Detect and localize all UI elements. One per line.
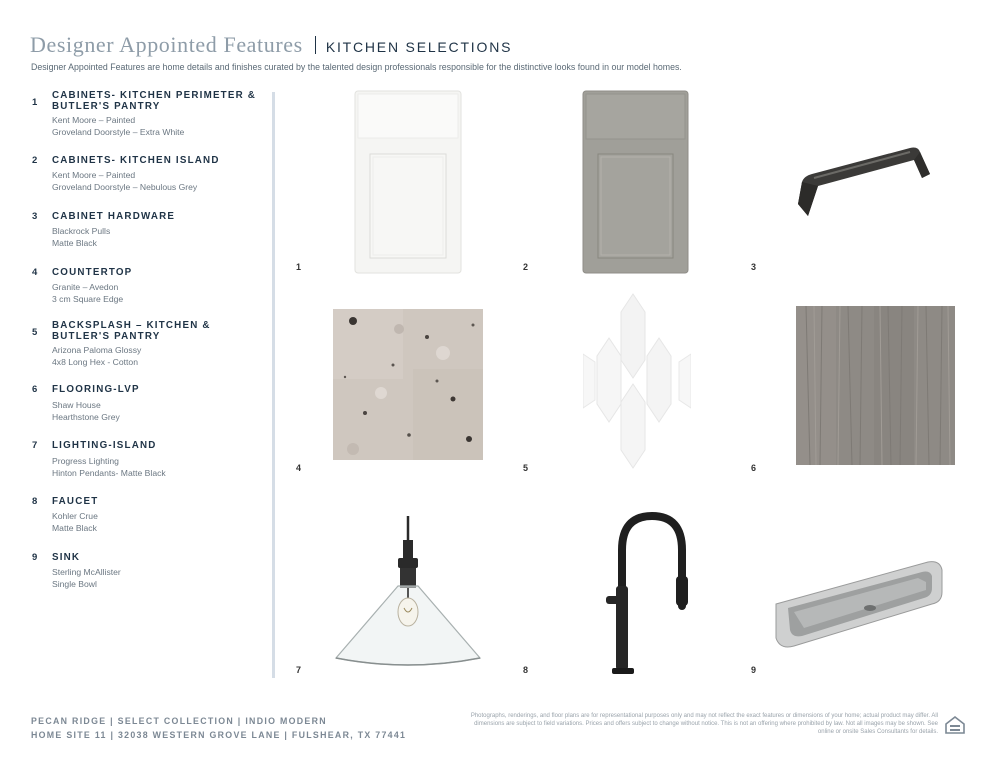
item-detail: Shaw House — [52, 400, 101, 410]
glass-pendant-light-icon — [330, 516, 485, 671]
grid-label: 8 — [523, 665, 529, 675]
item-number: 1 — [32, 97, 38, 108]
section-divider — [272, 92, 275, 678]
item-title: LIGHTING-ISLAND — [52, 440, 157, 451]
page-header — [30, 32, 512, 58]
item-detail: Groveland Doorstyle – Nebulous Grey — [52, 182, 198, 192]
item-detail: Groveland Doorstyle – Extra White — [52, 127, 185, 137]
item-number: 4 — [32, 267, 38, 278]
grid-label: 2 — [523, 262, 529, 272]
item-title: COUNTERTOP — [52, 267, 133, 278]
item-detail: Arizona Paloma Glossy — [52, 345, 142, 355]
item-detail: Hinton Pendants- Matte Black — [52, 468, 166, 478]
disclaimer-text: Photographs, renderings, and floor plans are for representational purposes only and may not reflect the exact features or dimensions of your home; actual product may differ. All dimensions are subject to field variations. Prices and offers subject to change without notice. This is not an offering where prohibited by law. Not all images may be shown. See online or onsite Sales Consultants for details. — [470, 713, 938, 735]
grid-label: 1 — [296, 262, 302, 272]
equal-housing-opportunity-icon — [944, 714, 966, 736]
item-number: 5 — [32, 327, 38, 338]
page-title: Designer Appointed Features — [30, 32, 303, 57]
grey-wood-plank-icon — [796, 306, 955, 465]
item-detail: 3 cm Square Edge — [52, 294, 124, 304]
item-detail: Matte Black — [52, 238, 97, 248]
item-title: CABINETS- KITCHEN ISLAND — [52, 155, 220, 166]
item-number: 7 — [32, 440, 38, 451]
community-line: PECAN RIDGE | SELECT COLLECTION | INDIO MODERN — [31, 716, 327, 726]
item-number: 8 — [32, 496, 38, 507]
item-detail: Kohler Crue — [52, 511, 98, 521]
grid-label: 9 — [751, 665, 757, 675]
item-detail: Kent Moore – Painted — [52, 115, 136, 125]
item-title: FLOORING-LVP — [52, 384, 140, 395]
page-subtitle: KITCHEN SELECTIONS — [325, 39, 513, 55]
community-info — [31, 714, 406, 742]
grid-label: 6 — [751, 463, 757, 473]
item-detail: Blackrock Pulls — [52, 226, 111, 236]
item-title: SINK — [52, 552, 81, 563]
item-title: CABINETS- KITCHEN PERIMETER & BUTLER'S PANTRY — [52, 90, 257, 112]
item-number: 6 — [32, 384, 38, 395]
white-shaker-cabinet-door-icon — [354, 90, 462, 274]
item-detail: Single Bowl — [52, 579, 97, 589]
item-number: 2 — [32, 155, 38, 166]
black-pull-down-faucet-icon — [600, 510, 690, 675]
granite-countertop-sample-icon — [333, 309, 483, 460]
grey-shaker-cabinet-door-icon — [582, 90, 689, 274]
item-number: 9 — [32, 552, 38, 563]
intro-text: Designer Appointed Features are home details and finishes curated by the talented design professionals responsible for the distinctive looks found in our model homes. — [31, 62, 682, 72]
item-detail: Kent Moore – Painted — [52, 170, 136, 180]
item-title: FAUCET — [52, 496, 99, 507]
title-divider — [315, 36, 316, 54]
white-hex-tile-icon — [583, 292, 691, 474]
item-detail: Matte Black — [52, 523, 97, 533]
item-title: CABINET HARDWARE — [52, 211, 176, 222]
item-number: 3 — [32, 211, 38, 222]
item-detail: Sterling McAllister — [52, 567, 121, 577]
item-detail: Progress Lighting — [52, 456, 119, 466]
grid-label: 4 — [296, 463, 302, 473]
grid-label: 3 — [751, 262, 757, 272]
grid-label: 5 — [523, 463, 529, 473]
item-detail: Granite – Avedon — [52, 282, 119, 292]
black-cabinet-pull-icon — [792, 134, 932, 224]
item-detail: Hearthstone Grey — [52, 412, 120, 422]
stainless-steel-sink-icon — [772, 558, 944, 650]
item-title: BACKSPLASH – KITCHEN & BUTLER'S PANTRY — [52, 320, 211, 342]
grid-label: 7 — [296, 665, 302, 675]
item-detail: 4x8 Long Hex - Cotton — [52, 357, 138, 367]
address-line: HOME SITE 11 | 32038 WESTERN GROVE LANE | FULSHEAR, TX 77441 — [31, 730, 407, 740]
